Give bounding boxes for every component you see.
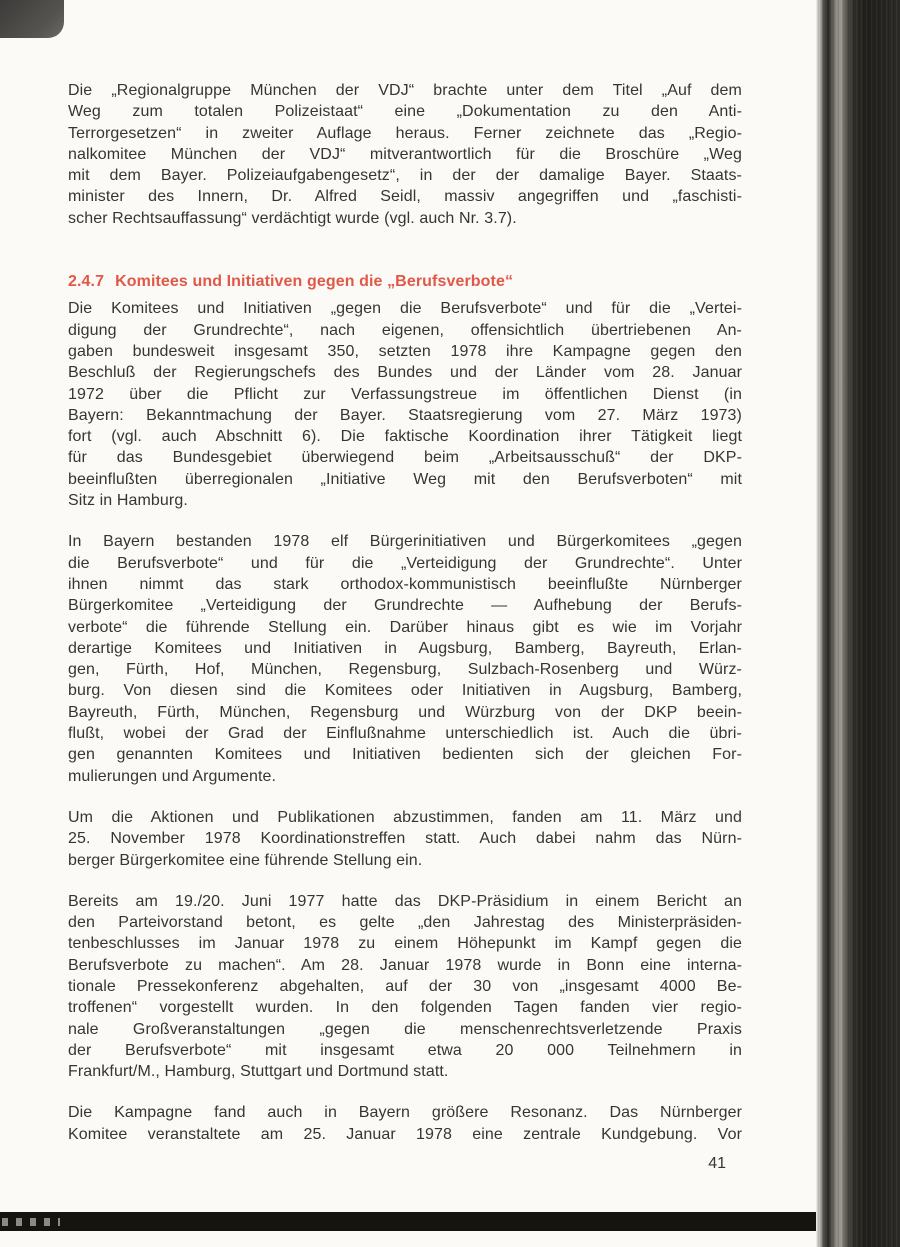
text-line: tenbeschlusses im Januar 1978 zu einem Höhepunkt im Kampf gegen die bbox=[68, 935, 742, 953]
text-line: minister des Innern, Dr. Alfred Seidl, massiv angegriffen und „faschisti- bbox=[68, 188, 742, 206]
book-page-edges bbox=[816, 0, 900, 1247]
section-heading bbox=[68, 271, 742, 292]
text-line: berger Bürgerkomitee eine führende Stellung ein. bbox=[68, 851, 423, 869]
text-line: burg. Von diesen sind die Komitees oder Initiativen in Augsburg, Bamberg, bbox=[68, 682, 742, 700]
text-line: Komitee veranstaltete am 25. Januar 1978 eine zentrale Kundgebung. Vor bbox=[68, 1125, 742, 1143]
text-line: gaben bundesweit insgesamt 350, setzten 1978 ihre Kampagne gegen den bbox=[68, 342, 742, 360]
section-number: 2.4.7 bbox=[68, 273, 105, 291]
text-line: scher Rechtsauffassung“ verdächtigt wurde (vgl. auch Nr. 3.7). bbox=[68, 209, 517, 227]
scan-perforation-marks bbox=[2, 1218, 60, 1226]
text-line: für das Bundesgebiet überwiegend beim „Arbeitsausschuß“ der DKP- bbox=[68, 449, 742, 467]
text-line: ihnen nimmt das stark orthodox-kommunistisch beeinflußte Nürnberger bbox=[68, 575, 742, 593]
text-line: Die Komitees und Initiativen „gegen die Berufsverbote“ und für die „Vertei- bbox=[68, 300, 742, 318]
text-line: Frankfurt/M., Hamburg, Stuttgart und Dortmund statt. bbox=[68, 1063, 449, 1081]
text-line: flußt, wobei der Grad der Einflußnahme unterschiedlich ist. Auch die übri- bbox=[68, 725, 742, 743]
text-line: Bayreuth, Fürth, München, Regensburg und Würzburg von der DKP beein- bbox=[68, 703, 742, 721]
text-line: Terrorgesetzen“ in zweiter Auflage heraus. Ferner zeichnete das „Regio- bbox=[68, 124, 742, 142]
text-line: beeinflußten überregionalen „Initiative Weg mit den Berufsverboten“ mit bbox=[68, 470, 742, 488]
page-text-column bbox=[68, 80, 742, 1165]
text-line: Die Kampagne fand auch in Bayern größere Resonanz. Das Nürnberger bbox=[68, 1104, 742, 1122]
text-line: Berufsverbote zu machen“. Am 28. Januar 1978 wurde in Bonn eine interna- bbox=[68, 956, 742, 974]
scan-bottom-strip bbox=[0, 1212, 882, 1231]
text-line: verbote“ die führende Stellung ein. Darüber hinaus gibt es wie im Vorjahr bbox=[68, 618, 742, 636]
paragraph bbox=[68, 531, 742, 787]
paragraph bbox=[68, 298, 742, 511]
text-line: den Parteivorstand betont, es gelte „den Jahrestag des Ministerpräsiden- bbox=[68, 914, 742, 932]
text-line: gen genannten Komitees und Initiativen bedienten sich der gleichen For- bbox=[68, 746, 742, 764]
scan-corner-artifact bbox=[0, 0, 64, 38]
paragraph bbox=[68, 891, 742, 1083]
text-line: der Berufsverbote“ mit insgesamt etwa 20 000 Teilnehmern in bbox=[68, 1041, 742, 1059]
text-line: mulierungen und Argumente. bbox=[68, 767, 277, 785]
text-line: troffenen“ vorgestellt wurden. In den folgenden Tagen fanden vier regio- bbox=[68, 999, 742, 1017]
text-line: tionale Pressekonferenz abgehalten, auf der 30 von „insgesamt 4000 Be- bbox=[68, 977, 742, 995]
text-line: In Bayern bestanden 1978 elf Bürgerinitiativen und Bürgerkomitees „gegen bbox=[68, 533, 742, 551]
text-line: Weg zum totalen Polizeistaat“ eine „Dokumentation zu den Anti- bbox=[68, 103, 742, 121]
text-line: die Berufsverbote“ und für die „Verteidigung der Grundrechte“. Unter bbox=[68, 554, 742, 572]
text-line: gen, Fürth, Hof, München, Regensburg, Sulzbach-Rosenberg und Würz- bbox=[68, 661, 742, 679]
text-line: nalkomitee München der VDJ“ mitverantwortlich für die Broschüre „Weg bbox=[68, 145, 742, 163]
text-line: Die „Regionalgruppe München der VDJ“ brachte unter dem Titel „Auf dem bbox=[68, 82, 742, 99]
page-number: 41 bbox=[708, 1155, 726, 1172]
paragraph bbox=[68, 1102, 742, 1145]
text-line: 1972 über die Pflicht zur Verfassungstreue im öffentlichen Dienst (in bbox=[68, 385, 742, 403]
section-title: Komitees und Initiativen gegen die „Berufsverbote“ bbox=[115, 273, 514, 291]
text-line: digung der Grundrechte“, nach eigenen, offensichtlich übertriebenen An- bbox=[68, 321, 742, 339]
paragraph bbox=[68, 80, 742, 229]
text-line: fort (vgl. auch Abschnitt 6). Die faktische Koordination ihrer Tätigkeit liegt bbox=[68, 428, 742, 446]
text-line: Sitz in Hamburg. bbox=[68, 492, 188, 510]
text-line: nale Großveranstaltungen „gegen die menschenrechtsverletzende Praxis bbox=[68, 1020, 742, 1038]
text-line: 25. November 1978 Koordinationstreffen statt. Auch dabei nahm das Nürn- bbox=[68, 830, 742, 848]
paragraph bbox=[68, 807, 742, 871]
text-line: Bereits am 19./20. Juni 1977 hatte das DKP-Präsidium in einem Bericht an bbox=[68, 892, 742, 910]
text-line: mit dem Bayer. Polizeiaufgabengesetz“, in der der damalige Bayer. Staats- bbox=[68, 167, 742, 185]
text-line: Bayern: Bekanntmachung der Bayer. Staatsregierung vom 27. März 1973) bbox=[68, 406, 742, 424]
text-line: Bürgerkomitee „Verteidigung der Grundrechte — Aufhebung der Berufs- bbox=[68, 597, 742, 615]
text-line: Beschluß der Regierungschefs des Bundes und der Länder vom 28. Januar bbox=[68, 364, 742, 382]
text-line: Um die Aktionen und Publikationen abzustimmen, fanden am 11. März und bbox=[68, 808, 742, 826]
text-line: derartige Komitees und Initiativen in Augsburg, Bamberg, Bayreuth, Erlan- bbox=[68, 639, 742, 657]
